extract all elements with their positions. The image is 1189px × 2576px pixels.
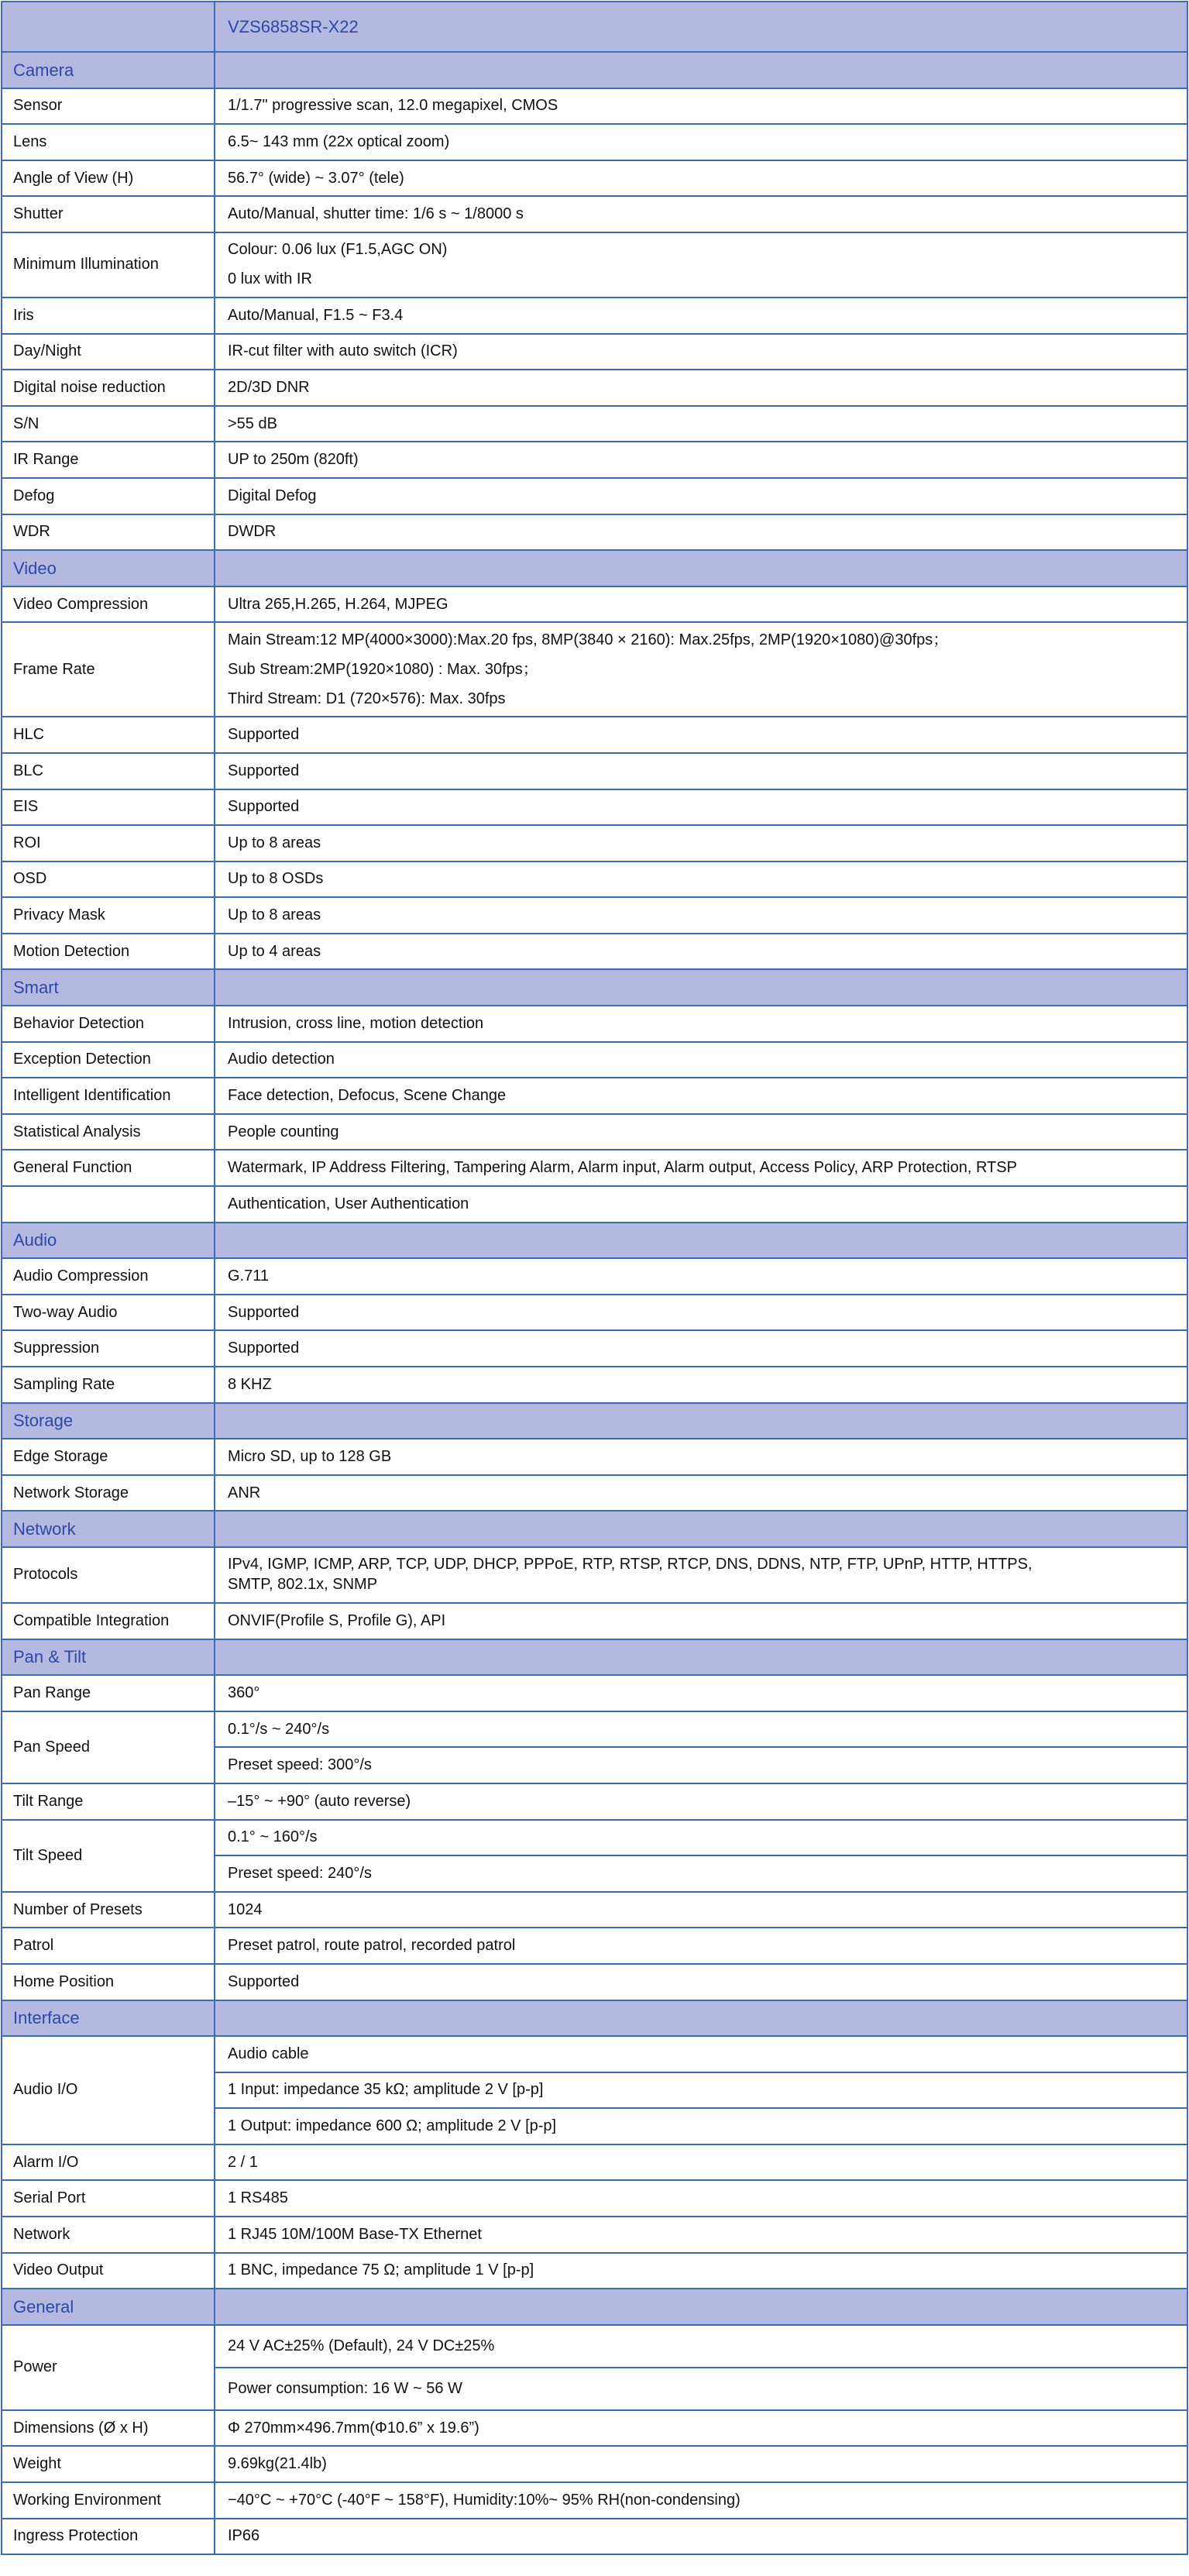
spec-value: ANR [228,1484,261,1501]
spec-value-cell [215,2519,1188,2554]
section-header-fill [215,2001,1188,2036]
spec-value: IP66 [228,2527,260,2545]
spec-row [1,1078,1188,1115]
spec-value-cell [215,1548,1188,1602]
spec-row [1,335,1188,371]
spec-value: SMTP, 802.1x, SNMP [228,1576,378,1594]
spec-value: Micro SD, up to 128 GB [228,1447,392,1465]
spec-row [1,515,1188,552]
spec-value-cell [215,1476,1188,1511]
spec-value: Audio cable [228,2045,309,2062]
spec-row [1,1115,1188,1151]
section-header-fill [215,970,1188,1005]
spec-label: Edge Storage [1,1439,215,1474]
spec-label: Network [1,2217,215,2252]
spec-value: 24 V AC±25% (Default), 24 V DC±25% [228,2337,495,2354]
spec-label: Compatible Integration [1,1604,215,1639]
spec-row [1,623,1188,717]
spec-value-cell [215,587,1188,622]
spec-value: 56.7° (wide) ~ 3.07° (tele) [228,169,404,187]
spec-value: G.711 [228,1267,269,1285]
spec-value: Intrusion, cross line, motion detection [228,1014,484,1032]
spec-value-cell [215,479,1188,514]
spec-row [1,2181,1188,2217]
spec-value-cell [215,2181,1188,2216]
section-header-audio [1,1223,1188,1260]
spec-row [1,1187,1188,1223]
spec-row [1,1150,1188,1187]
spec-value-cell [215,515,1188,550]
spec-label: Pan Range [1,1676,215,1711]
section-header-fill [215,1404,1188,1439]
spec-row [1,790,1188,827]
spec-row [1,1712,1188,1784]
spec-value-cell [215,717,1188,752]
spec-value: −40°C ~ +70°C (-40°F ~ 158°F), Humidity:10%~ 95% RH(non-condensing) [228,2491,741,2509]
spec-label: Day/Night [1,335,215,370]
spec-value-cell [215,1043,1188,1078]
spec-value-cell [215,370,1188,405]
spec-label: EIS [1,790,215,825]
spec-row [1,717,1188,754]
spec-value: Supported [228,762,300,779]
spec-row [1,1439,1188,1476]
spec-value-cell [215,1676,1188,1711]
model-name: VZS6858SR-X22 [228,16,359,36]
spec-label: Pan Speed [1,1712,215,1783]
spec-label: Shutter [1,197,215,232]
spec-row [1,587,1188,624]
spec-row [1,442,1188,479]
spec-label: Suppression [1,1331,215,1366]
spec-row [1,826,1188,862]
section-header-video [1,551,1188,587]
spec-value-cell [215,1965,1188,2000]
spec-label: Tilt Range [1,1784,215,1819]
spec-label: Angle of View (H) [1,161,215,196]
spec-value-cell [215,2483,1188,2518]
spec-value-cell [215,442,1188,477]
spec-row [1,1604,1188,1640]
section-header-camera [1,53,1188,89]
spec-value-cell [215,1784,1188,1819]
section-header-network [1,1512,1188,1548]
spec-value-cell [215,1367,1188,1402]
section-header-fill [215,551,1188,586]
spec-value-cell [215,826,1188,861]
spec-row [1,161,1188,198]
spec-value: DWDR [228,523,277,541]
spec-value-cell [215,335,1188,370]
spec-label: Power [1,2326,215,2409]
spec-row [1,1893,1188,1929]
section-header-smart [1,970,1188,1006]
spec-row [1,2326,1188,2411]
spec-label: Sensor [1,89,215,124]
spec-value: Auto/Manual, F1.5 ~ F3.4 [228,306,404,324]
spec-label: Tilt Speed [1,1821,215,1891]
section-header-fill [215,53,1188,88]
spec-value-cell [215,89,1188,124]
spec-value-cell [215,2447,1188,2481]
spec-value-cell [215,1078,1188,1113]
spec-label: Exception Detection [1,1043,215,1078]
spec-label: Working Environment [1,2483,215,2518]
spec-label: Network Storage [1,1476,215,1511]
spec-row [1,862,1188,899]
spec-value-cell [215,2037,1188,2144]
spec-value: Sub Stream:2MP(1920×1080) : Max. 30fps； [228,660,538,678]
spec-value: Φ 270mm×496.7mm(Φ10.6” x 19.6”) [228,2419,479,2437]
spec-label: Ingress Protection [1,2519,215,2554]
spec-value-cell [215,1259,1188,1294]
spec-label: Two-way Audio [1,1295,215,1330]
spec-row [1,1928,1188,1965]
spec-label: Video Output [1,2254,215,2289]
spec-value-cell [215,1928,1188,1963]
spec-value-cell [215,1331,1188,1366]
spec-value: >55 dB [228,414,277,432]
spec-row [1,2519,1188,2556]
section-title: General [1,2289,215,2324]
spec-value: Main Stream:12 MP(4000×3000):Max.20 fps, 8MP(3840 × 2160): Max.25fps, 2MP(1920×1080)@30fps； [228,631,949,648]
spec-label: Digital noise reduction [1,370,215,405]
spec-label: Frame Rate [1,623,215,716]
spec-label: ROI [1,826,215,861]
spec-row [1,1295,1188,1332]
spec-row [1,125,1188,161]
section-header-fill [215,1512,1188,1546]
spec-value-cell [215,1006,1188,1041]
header-empty-cell [1,2,215,51]
spec-value-cell [215,161,1188,196]
spec-value-cell [215,862,1188,897]
spec-row [1,479,1188,515]
spec-value: IPv4, IGMP, ICMP, ARP, TCP, UDP, DHCP, PPPoE, RTP, RTSP, RTCP, DNS, DDNS, NTP, FTP, UPnP, HTTP, HTTPS, [228,1556,1033,1573]
spec-label: OSD [1,862,215,897]
spec-value: 0.1° ~ 160°/s [228,1828,318,1846]
spec-row [1,754,1188,790]
spec-row [1,2037,1188,2145]
spec-label: Audio Compression [1,1259,215,1294]
spec-row [1,898,1188,934]
section-header-pan-tilt [1,1640,1188,1677]
spec-value: Preset speed: 240°/s [215,1855,1187,1891]
spec-label: Dimensions (Ø x H) [1,2411,215,2446]
spec-label: Statistical Analysis [1,1115,215,1150]
spec-label: Intelligent Identification [1,1078,215,1113]
spec-value-cell [215,2217,1188,2252]
spec-value: 1 Input: impedance 35 kΩ; amplitude 2 V [p-p] [215,2072,1187,2108]
spec-value: UP to 250m (820ft) [228,451,359,469]
spec-value-cell [215,407,1188,442]
spec-row [1,1367,1188,1404]
spec-value: 0 lux with IR [228,270,312,288]
spec-value-cell [215,1187,1188,1222]
spec-value: 1024 [228,1900,263,1918]
spec-value-cell [215,2254,1188,2289]
spec-value-cell [215,623,1188,716]
spec-label: Patrol [1,1928,215,1963]
spec-value: Supported [228,1303,300,1321]
spec-value: Authentication, User Authentication [228,1195,469,1212]
model-name-cell [215,2,1188,51]
section-title: Storage [1,1404,215,1439]
spec-value-cell [215,1295,1188,1330]
spec-value: 2 / 1 [228,2153,258,2171]
spec-label: Number of Presets [1,1893,215,1928]
spec-value-cell [215,1893,1188,1928]
spec-row [1,89,1188,126]
spec-value: Face detection, Defocus, Scene Change [228,1087,507,1105]
spec-value: Supported [228,1972,300,1990]
spec-value: Colour: 0.06 lux (F1.5,AGC ON) [228,241,448,259]
spec-row [1,2217,1188,2254]
spec-value: 360° [228,1684,260,1701]
spec-value: Digital Defog [228,487,317,504]
spec-label: Lens [1,125,215,160]
spec-value: Audio detection [228,1051,335,1068]
spec-row [1,1043,1188,1079]
spec-value-cell [215,1115,1188,1150]
spec-row [1,1331,1188,1367]
spec-table [1,1,1188,2555]
spec-value: Auto/Manual, shutter time: 1/6 s ~ 1/8000 s [228,205,524,223]
spec-value: People counting [228,1123,339,1140]
spec-value: 2D/3D DNR [228,378,310,396]
spec-row [1,197,1188,233]
spec-label: WDR [1,515,215,550]
spec-value: Supported [228,726,300,744]
spec-row [1,1006,1188,1043]
spec-row [1,2447,1188,2483]
spec-label: Audio I/O [1,2037,215,2144]
spec-row [1,1821,1188,1893]
spec-label: Video Compression [1,587,215,622]
spec-row [1,2411,1188,2447]
spec-value: 9.69kg(21.4lb) [228,2455,327,2473]
spec-value: Third Stream: D1 (720×576): Max. 30fps [228,690,506,707]
spec-value: 1 Output: impedance 600 Ω; amplitude 2 V [p-p] [215,2107,1187,2144]
spec-value: Up to 8 areas [228,834,321,851]
spec-label: IR Range [1,442,215,477]
spec-value: 1 BNC, impedance 75 Ω; amplitude 1 V [p-p] [228,2261,534,2279]
spec-value-cell [215,2145,1188,2180]
spec-label: Protocols [1,1548,215,1602]
spec-row [1,1259,1188,1295]
spec-label: Privacy Mask [1,898,215,933]
spec-label: Sampling Rate [1,1367,215,1402]
spec-row [1,1965,1188,2001]
spec-label: Serial Port [1,2181,215,2216]
spec-row [1,1676,1188,1712]
spec-value: Preset patrol, route patrol, recorded patrol [228,1937,516,1955]
spec-row [1,370,1188,407]
spec-label [1,1187,215,1222]
spec-row [1,1784,1188,1821]
spec-value: Watermark, IP Address Filtering, Tampering Alarm, Alarm input, Alarm output, Access Policy, ARP Protection, RTSP [228,1159,1017,1177]
spec-value: Supported [228,1340,300,1357]
spec-value: Supported [228,798,300,816]
model-header-row [1,1,1188,53]
spec-value: IR-cut filter with auto switch (ICR) [228,342,458,360]
spec-value-cell [215,125,1188,160]
spec-value: 8 KHZ [228,1375,272,1393]
spec-row [1,1548,1188,1604]
spec-value-cell [215,2411,1188,2446]
spec-row [1,934,1188,971]
spec-value: Up to 4 areas [228,942,321,960]
section-title: Video [1,551,215,586]
section-header-interface [1,2001,1188,2038]
spec-value-cell [215,898,1188,933]
section-title: Smart [1,970,215,1005]
spec-value-cell [215,1439,1188,1474]
spec-row [1,2254,1188,2290]
spec-value-cell [215,233,1188,297]
spec-label: BLC [1,754,215,789]
spec-value-cell [215,1150,1188,1185]
spec-label: Weight [1,2447,215,2481]
section-title: Camera [1,53,215,88]
spec-row [1,407,1188,443]
spec-row [1,233,1188,298]
spec-label: Home Position [1,1965,215,2000]
spec-value-cell [215,298,1188,333]
spec-value: 1 RJ45 10M/100M Base-TX Ethernet [228,2225,482,2243]
spec-value: –15° ~ +90° (auto reverse) [228,1792,411,1810]
spec-row [1,2483,1188,2519]
spec-value-cell [215,790,1188,825]
section-title: Network [1,1512,215,1546]
spec-value: Up to 8 areas [228,906,321,924]
spec-label: HLC [1,717,215,752]
spec-label: Iris [1,298,215,333]
section-header-fill [215,1640,1188,1675]
section-header-fill [215,2289,1188,2324]
section-header-general [1,2289,1188,2326]
spec-value: ONVIF(Profile S, Profile G), API [228,1611,446,1629]
spec-value: Power consumption: 16 W ~ 56 W [215,2367,1187,2409]
section-header-fill [215,1223,1188,1258]
spec-row [1,2145,1188,2182]
spec-value: 1/1.7" progressive scan, 12.0 megapixel, CMOS [228,97,558,115]
spec-label: Defog [1,479,215,514]
spec-value-cell [215,197,1188,232]
spec-value-cell [215,2326,1188,2409]
spec-value: 6.5~ 143 mm (22x optical zoom) [228,132,450,150]
spec-row [1,1476,1188,1512]
spec-label: Alarm I/O [1,2145,215,2180]
spec-value: Preset speed: 300°/s [215,1746,1187,1783]
spec-value-cell [215,934,1188,969]
spec-label: General Function [1,1150,215,1185]
section-header-storage [1,1404,1188,1440]
section-title: Interface [1,2001,215,2036]
spec-value-cell [215,1604,1188,1639]
spec-label: Motion Detection [1,934,215,969]
spec-value-cell [215,1821,1188,1891]
spec-value: Ultra 265,H.265, H.264, MJPEG [228,595,448,613]
spec-label: S/N [1,407,215,442]
spec-label: Minimum Illumination [1,233,215,297]
spec-row [1,298,1188,335]
spec-value-cell [215,754,1188,789]
section-title: Pan & Tilt [1,1640,215,1675]
spec-value: 0.1°/s ~ 240°/s [228,1720,330,1738]
section-title: Audio [1,1223,215,1258]
spec-value: 1 RS485 [228,2189,288,2207]
spec-value-cell [215,1712,1188,1783]
spec-label: Behavior Detection [1,1006,215,1041]
spec-value: Up to 8 OSDs [228,870,324,888]
